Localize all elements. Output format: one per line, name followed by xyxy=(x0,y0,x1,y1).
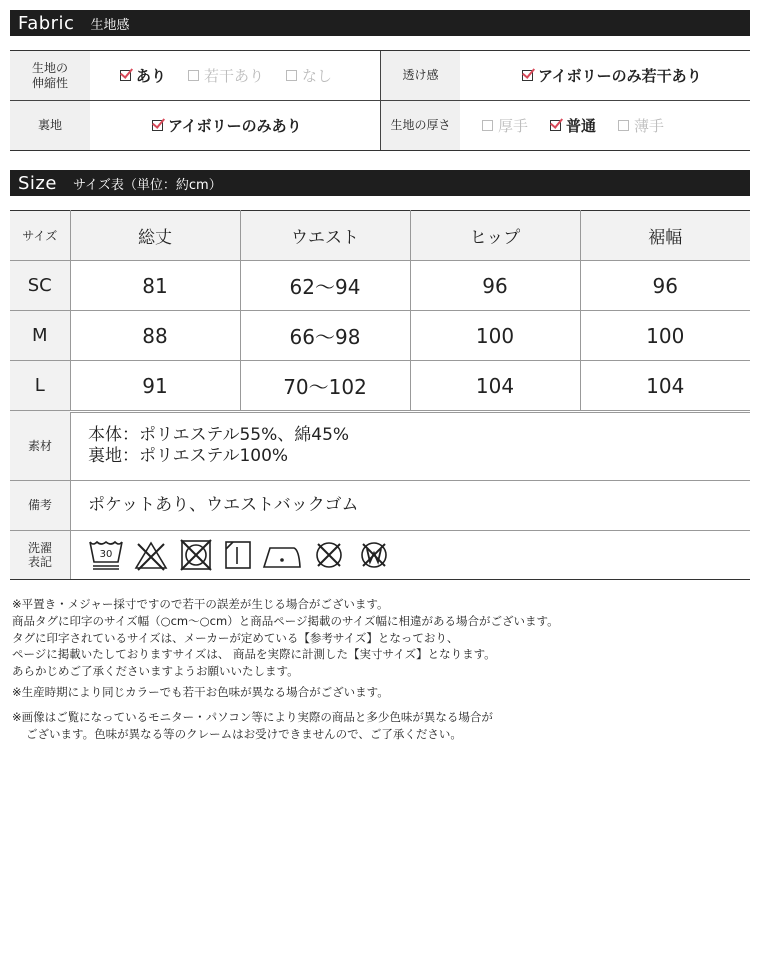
sheer-options xyxy=(460,51,750,100)
notes-label: 備考 xyxy=(10,481,71,530)
fabric-section-header xyxy=(10,10,750,36)
size-table-header-row xyxy=(10,211,750,261)
fabric-row-2 xyxy=(10,100,750,150)
details-table xyxy=(10,412,750,580)
no-dry-clean-icon xyxy=(311,538,347,572)
column-header-hem-width: 裾幅 xyxy=(580,211,750,261)
lining-options xyxy=(90,101,380,150)
column-header-length: 総丈 xyxy=(70,211,240,261)
stretch-options xyxy=(90,51,380,100)
stretch-option-none: なし xyxy=(286,65,332,86)
fabric-title-jp: 生地感 xyxy=(90,17,130,33)
checkbox-icon xyxy=(618,120,629,131)
table-cell: 88 xyxy=(70,311,240,361)
disclaimer-line: ※生産時期により同じカラーでも若干お色味が異なる場合がございます。 xyxy=(12,684,389,699)
table-cell: 100 xyxy=(410,311,580,361)
fabric-table xyxy=(10,50,750,151)
size-column-header-corner: サイズ xyxy=(10,211,70,261)
checkbox-icon xyxy=(286,70,297,81)
disclaimer-line: ページに掲載いたしておりますサイズは、 商品を実際に計測した【実寸サイズ】となります。 xyxy=(12,647,496,662)
thickness-option-normal: 普通 xyxy=(550,115,596,136)
care-row xyxy=(10,531,750,580)
size-label: SC xyxy=(10,261,70,311)
table-cell: 96 xyxy=(410,261,580,311)
line-dry-shade-icon xyxy=(223,538,253,572)
checked-checkbox-icon xyxy=(152,120,163,131)
notes-row xyxy=(10,481,750,531)
thickness-option-thick: 厚手 xyxy=(482,115,528,136)
sheer-label: 透け感 xyxy=(380,51,460,100)
stretch-option-yes: あり xyxy=(120,65,166,86)
column-header-hip: ヒップ xyxy=(410,211,580,261)
table-cell: 66〜98 xyxy=(240,311,410,361)
stretch-label: 生地の 伸縮性 xyxy=(10,51,90,100)
care-icons xyxy=(71,531,392,579)
svg-text:30: 30 xyxy=(99,549,113,560)
table-cell: 96 xyxy=(580,261,750,311)
thickness-option-thin: 薄手 xyxy=(618,115,664,136)
disclaimer-line: ※平置き・メジャー採寸ですので若干の誤差が生じる場合がございます。 xyxy=(12,597,389,611)
checkbox-icon xyxy=(482,120,493,131)
disclaimer-line: ※画像はご覧になっているモニター・パソコン等により実際の商品と多少色味が異なる場合が xyxy=(12,709,493,724)
size-section-header xyxy=(10,170,750,196)
lining-option-ivory: アイボリーのみあり xyxy=(152,115,302,136)
disclaimer-line: あらかじめご了承くださいますようお願いいたします。 xyxy=(12,664,299,679)
care-label: 洗濯 表記 xyxy=(10,531,71,579)
table-cell: 62〜94 xyxy=(240,261,410,311)
table-cell: 81 xyxy=(70,261,240,311)
thickness-options xyxy=(460,101,750,150)
size-label: L xyxy=(10,361,70,412)
iron-low-icon xyxy=(262,538,302,572)
size-title-en: Size xyxy=(18,172,57,194)
size-table xyxy=(10,210,750,413)
table-cell: 100 xyxy=(580,311,750,361)
sheer-option-ivory: アイボリーのみ若干あり xyxy=(522,65,702,86)
checkbox-icon xyxy=(188,70,199,81)
table-cell: 91 xyxy=(70,361,240,412)
stretch-option-slight: 若干あり xyxy=(188,65,264,86)
material-label: 素材 xyxy=(10,412,71,480)
table-cell: 70〜102 xyxy=(240,361,410,412)
disclaimer-line: タグに印字されているサイズは、メーカーが定めている【参考サイズ】となっており、 xyxy=(12,630,459,645)
checked-checkbox-icon xyxy=(120,70,131,81)
table-cell: 104 xyxy=(580,361,750,412)
disclaimer-notes xyxy=(12,596,752,742)
no-bleach-icon xyxy=(133,538,169,572)
no-tumble-dry-icon xyxy=(178,538,214,572)
disclaimer-line: 商品タグに印字のサイズ幅（○cm〜○cm）と商品ページ掲載のサイズ幅に相違がある場合がございます。 xyxy=(12,613,559,628)
material-value: 本体：ポリエステル55%、綿45% 裏地：ポリエステル100% xyxy=(88,424,350,466)
table-row xyxy=(10,261,750,311)
size-title-jp: サイズ表（単位：約cm） xyxy=(72,177,222,193)
table-row xyxy=(10,361,750,412)
size-label: M xyxy=(10,311,70,361)
fabric-title-en: Fabric xyxy=(18,12,75,34)
fabric-row-1 xyxy=(10,51,750,100)
checked-checkbox-icon xyxy=(550,120,561,131)
disclaimer-line: ございます。色味が異なる等のクレームはお受けできませんので、ご了承ください。 xyxy=(26,726,462,741)
thickness-label: 生地の厚さ xyxy=(380,101,460,150)
material-row xyxy=(10,412,750,481)
checked-checkbox-icon xyxy=(522,70,533,81)
table-row xyxy=(10,311,750,361)
notes-value: ポケットあり、ウエストバックゴム xyxy=(88,494,359,515)
wash-30-icon xyxy=(88,538,124,572)
column-header-waist: ウエスト xyxy=(240,211,410,261)
lining-label: 裏地 xyxy=(10,101,90,150)
table-cell: 104 xyxy=(410,361,580,412)
no-wet-clean-icon xyxy=(356,538,392,572)
